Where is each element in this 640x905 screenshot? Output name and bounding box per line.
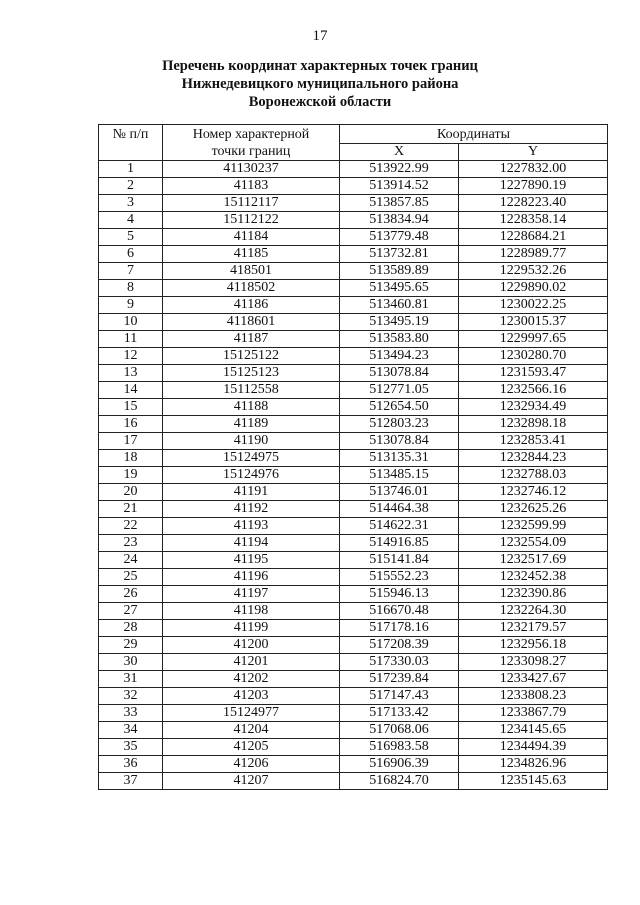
coord-x: 517178.16 (340, 620, 459, 637)
coord-x: 513834.94 (340, 212, 459, 229)
row-number: 18 (99, 450, 163, 467)
coord-x: 513485.15 (340, 467, 459, 484)
table-row (99, 365, 608, 382)
row-number: 24 (99, 552, 163, 569)
point-number: 15125123 (163, 365, 340, 382)
header-point: Номер характерной точки границ (163, 125, 340, 161)
coord-y: 1229532.26 (459, 263, 608, 280)
table-row (99, 722, 608, 739)
coord-x: 517147.43 (340, 688, 459, 705)
coord-x: 512771.05 (340, 382, 459, 399)
coord-x: 517208.39 (340, 637, 459, 654)
coord-y: 1228358.14 (459, 212, 608, 229)
coord-x: 513746.01 (340, 484, 459, 501)
coord-y: 1232844.23 (459, 450, 608, 467)
point-number: 41184 (163, 229, 340, 246)
table-row (99, 263, 608, 280)
coord-y: 1231593.47 (459, 365, 608, 382)
coord-y: 1233427.67 (459, 671, 608, 688)
table-row (99, 688, 608, 705)
header-y: Y (459, 144, 608, 161)
coord-y: 1234145.65 (459, 722, 608, 739)
table-row (99, 569, 608, 586)
coord-y: 1232179.57 (459, 620, 608, 637)
coord-y: 1227832.00 (459, 161, 608, 178)
coord-x: 514916.85 (340, 535, 459, 552)
coord-x: 513779.48 (340, 229, 459, 246)
table-row (99, 620, 608, 637)
coord-x: 516906.39 (340, 756, 459, 773)
point-number: 41204 (163, 722, 340, 739)
coord-y: 1228223.40 (459, 195, 608, 212)
table-row (99, 603, 608, 620)
coord-x: 515141.84 (340, 552, 459, 569)
coord-x: 517068.06 (340, 722, 459, 739)
coord-y: 1233867.79 (459, 705, 608, 722)
table-row (99, 280, 608, 297)
coord-x: 516670.48 (340, 603, 459, 620)
table-row (99, 348, 608, 365)
row-number: 3 (99, 195, 163, 212)
point-number: 41202 (163, 671, 340, 688)
point-number: 41190 (163, 433, 340, 450)
header-num: № п/п (99, 125, 163, 161)
title-line-2: Нижнедевицкого муниципального района (181, 76, 459, 92)
coord-y: 1230022.25 (459, 297, 608, 314)
table-row (99, 433, 608, 450)
coord-y: 1234494.39 (459, 739, 608, 756)
coord-x: 513135.31 (340, 450, 459, 467)
coord-y: 1232390.86 (459, 586, 608, 603)
row-number: 8 (99, 280, 163, 297)
row-number: 35 (99, 739, 163, 756)
coord-x: 513460.81 (340, 297, 459, 314)
coord-x: 513494.23 (340, 348, 459, 365)
table-row (99, 246, 608, 263)
point-number: 41130237 (163, 161, 340, 178)
point-number: 41203 (163, 688, 340, 705)
point-number: 41207 (163, 773, 340, 790)
coord-x: 512654.50 (340, 399, 459, 416)
row-number: 25 (99, 569, 163, 586)
row-number: 34 (99, 722, 163, 739)
coord-x: 513589.89 (340, 263, 459, 280)
table-row (99, 229, 608, 246)
point-number: 41186 (163, 297, 340, 314)
row-number: 13 (99, 365, 163, 382)
coord-x: 512803.23 (340, 416, 459, 433)
row-number: 23 (99, 535, 163, 552)
row-number: 22 (99, 518, 163, 535)
row-number: 31 (99, 671, 163, 688)
table-row (99, 535, 608, 552)
coord-y: 1230280.70 (459, 348, 608, 365)
coord-x: 513914.52 (340, 178, 459, 195)
coord-y: 1232853.41 (459, 433, 608, 450)
coord-y: 1233098.27 (459, 654, 608, 671)
point-number: 15112122 (163, 212, 340, 229)
page-number: 17 (312, 28, 328, 44)
coord-x: 513495.19 (340, 314, 459, 331)
point-number: 15125122 (163, 348, 340, 365)
table-row (99, 518, 608, 535)
point-number: 41187 (163, 331, 340, 348)
coord-y: 1232517.69 (459, 552, 608, 569)
point-number: 41200 (163, 637, 340, 654)
point-number: 41199 (163, 620, 340, 637)
table-row (99, 314, 608, 331)
coord-y: 1232788.03 (459, 467, 608, 484)
row-number: 16 (99, 416, 163, 433)
table-row (99, 705, 608, 722)
coord-x: 514464.38 (340, 501, 459, 518)
point-number: 41205 (163, 739, 340, 756)
coord-x: 513495.65 (340, 280, 459, 297)
coord-y: 1232934.49 (459, 399, 608, 416)
point-number: 15124976 (163, 467, 340, 484)
point-number: 41201 (163, 654, 340, 671)
point-number: 41196 (163, 569, 340, 586)
point-number: 41185 (163, 246, 340, 263)
coord-x: 516824.70 (340, 773, 459, 790)
coord-y: 1232264.30 (459, 603, 608, 620)
row-number: 19 (99, 467, 163, 484)
table-row (99, 178, 608, 195)
point-number: 41194 (163, 535, 340, 552)
point-number: 41193 (163, 518, 340, 535)
coord-y: 1232599.99 (459, 518, 608, 535)
point-number: 418501 (163, 263, 340, 280)
table-row (99, 195, 608, 212)
coord-y: 1229890.02 (459, 280, 608, 297)
point-number: 41183 (163, 178, 340, 195)
row-number: 20 (99, 484, 163, 501)
coord-y: 1232898.18 (459, 416, 608, 433)
row-number: 36 (99, 756, 163, 773)
coord-x: 513583.80 (340, 331, 459, 348)
coord-y: 1234826.96 (459, 756, 608, 773)
row-number: 17 (99, 433, 163, 450)
point-number: 41189 (163, 416, 340, 433)
point-number: 15112558 (163, 382, 340, 399)
table-row (99, 773, 608, 790)
point-number: 41192 (163, 501, 340, 518)
coord-y: 1232554.09 (459, 535, 608, 552)
coord-x: 513078.84 (340, 433, 459, 450)
document-title (0, 57, 640, 111)
coord-y: 1229997.65 (459, 331, 608, 348)
title-line-1: Перечень координат характерных точек границ (162, 58, 478, 74)
row-number: 15 (99, 399, 163, 416)
table-row (99, 416, 608, 433)
point-number: 41197 (163, 586, 340, 603)
row-number: 30 (99, 654, 163, 671)
point-number: 41206 (163, 756, 340, 773)
point-number: 41195 (163, 552, 340, 569)
coord-x: 513922.99 (340, 161, 459, 178)
row-number: 33 (99, 705, 163, 722)
row-number: 7 (99, 263, 163, 280)
table-row (99, 654, 608, 671)
table-row (99, 501, 608, 518)
row-number: 2 (99, 178, 163, 195)
coord-y: 1232746.12 (459, 484, 608, 501)
row-number: 27 (99, 603, 163, 620)
coordinates-table (98, 124, 608, 790)
point-number: 15112117 (163, 195, 340, 212)
table-row (99, 161, 608, 178)
header-coordinates: Координаты (340, 125, 608, 144)
point-number: 41188 (163, 399, 340, 416)
row-number: 4 (99, 212, 163, 229)
table-row (99, 756, 608, 773)
coord-x: 514622.31 (340, 518, 459, 535)
coord-y: 1233808.23 (459, 688, 608, 705)
coord-y: 1228989.77 (459, 246, 608, 263)
row-number: 37 (99, 773, 163, 790)
coord-x: 513078.84 (340, 365, 459, 382)
coord-x: 513857.85 (340, 195, 459, 212)
row-number: 1 (99, 161, 163, 178)
table-row (99, 586, 608, 603)
point-number: 4118502 (163, 280, 340, 297)
row-number: 6 (99, 246, 163, 263)
coord-x: 515552.23 (340, 569, 459, 586)
coord-x: 517330.03 (340, 654, 459, 671)
table-row (99, 552, 608, 569)
table-row (99, 331, 608, 348)
row-number: 28 (99, 620, 163, 637)
row-number: 14 (99, 382, 163, 399)
point-number: 41191 (163, 484, 340, 501)
point-number: 41198 (163, 603, 340, 620)
coord-y: 1232625.26 (459, 501, 608, 518)
table-row (99, 484, 608, 501)
coord-y: 1232956.18 (459, 637, 608, 654)
coord-x: 515946.13 (340, 586, 459, 603)
coord-y: 1228684.21 (459, 229, 608, 246)
row-number: 26 (99, 586, 163, 603)
table-row (99, 450, 608, 467)
header-x: X (340, 144, 459, 161)
title-line-3: Воронежской области (248, 94, 392, 110)
coord-y: 1232566.16 (459, 382, 608, 399)
table-row (99, 382, 608, 399)
point-number: 15124975 (163, 450, 340, 467)
table-row (99, 467, 608, 484)
coord-y: 1227890.19 (459, 178, 608, 195)
row-number: 32 (99, 688, 163, 705)
coord-y: 1230015.37 (459, 314, 608, 331)
table-row (99, 671, 608, 688)
row-number: 11 (99, 331, 163, 348)
row-number: 5 (99, 229, 163, 246)
table-row (99, 297, 608, 314)
coord-y: 1232452.38 (459, 569, 608, 586)
row-number: 9 (99, 297, 163, 314)
row-number: 10 (99, 314, 163, 331)
row-number: 21 (99, 501, 163, 518)
coord-y: 1235145.63 (459, 773, 608, 790)
table-row (99, 399, 608, 416)
table-row (99, 637, 608, 654)
coord-x: 516983.58 (340, 739, 459, 756)
row-number: 29 (99, 637, 163, 654)
coord-x: 517239.84 (340, 671, 459, 688)
table-row (99, 212, 608, 229)
point-number: 4118601 (163, 314, 340, 331)
table-body (99, 161, 608, 790)
table-row (99, 739, 608, 756)
coord-x: 513732.81 (340, 246, 459, 263)
point-number: 15124977 (163, 705, 340, 722)
coord-x: 517133.42 (340, 705, 459, 722)
row-number: 12 (99, 348, 163, 365)
